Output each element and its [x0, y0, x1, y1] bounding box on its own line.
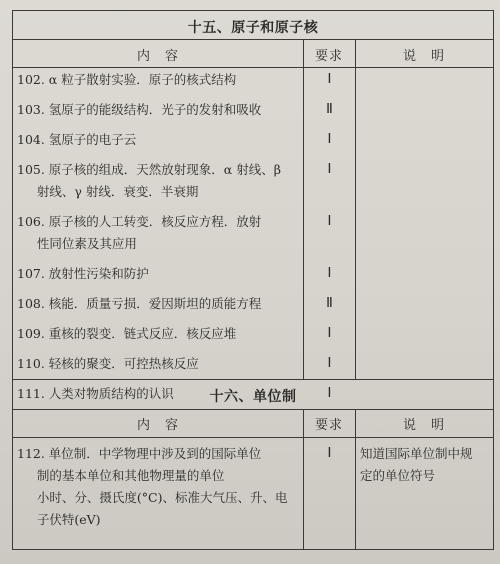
- row-content: 112. 单位制．中学物理中涉及到的国际单位 制的基本单位和其他物理量的单位 小时、分、摄氏度(°C)、标准大气压、升、电 子伏特(eV): [17, 446, 288, 527]
- row-requirement-level: Ⅰ: [327, 386, 332, 401]
- divider: [13, 67, 493, 68]
- row-content: 104. 氢原子的电子云: [17, 132, 137, 147]
- header-level: 要求: [314, 49, 343, 64]
- header-content: 内 容: [136, 418, 179, 433]
- header-note: 说 明: [402, 418, 445, 433]
- row-requirement-level: Ⅰ: [327, 72, 332, 87]
- header-level: 要求: [314, 418, 343, 433]
- row-requirement-level: Ⅰ: [327, 132, 332, 147]
- row-content: 102. α 粒子散射实验．原子的核式结构: [17, 72, 237, 87]
- row-note: 知道国际单位制中规 定的单位符号: [360, 446, 473, 483]
- row-requirement-level: Ⅱ: [326, 296, 333, 311]
- column-divider: [355, 39, 356, 379]
- row-content: 109. 重核的裂变．链式反应．核反应堆: [17, 326, 237, 341]
- row-content: 103. 氢原子的能级结构．光子的发射和吸收: [17, 102, 262, 117]
- header-note: 说 明: [402, 49, 445, 64]
- row-content: 108. 核能．质量亏损．爱因斯坦的质能方程: [17, 296, 262, 311]
- row-content: 111. 人类对物质结构的认识: [17, 386, 174, 401]
- row-requirement-level: Ⅰ: [327, 214, 332, 229]
- column-divider: [355, 409, 356, 549]
- row-requirement-level: Ⅰ: [327, 446, 332, 461]
- row-requirement-level: Ⅰ: [327, 162, 332, 177]
- row-content: 107. 放射性污染和防护: [17, 266, 149, 281]
- header-content: 内 容: [136, 49, 179, 64]
- divider: [13, 409, 493, 410]
- row-content: 106. 原子核的人工转变．核反应方程．放射 性同位素及其应用: [17, 214, 262, 251]
- curriculum-table: [12, 10, 494, 550]
- row-content: 110. 轻核的聚变．可控热核反应: [17, 356, 199, 371]
- section-16-title: 十六、单位制: [209, 389, 297, 405]
- row-requirement-level: Ⅱ: [326, 102, 333, 117]
- column-divider: [303, 409, 304, 549]
- row-requirement-level: Ⅰ: [327, 356, 332, 371]
- row-requirement-level: Ⅰ: [327, 326, 332, 341]
- divider: [13, 39, 493, 40]
- divider: [13, 437, 493, 438]
- row-requirement-level: Ⅰ: [327, 266, 332, 281]
- column-divider: [303, 39, 304, 379]
- section-15-title: 十五、原子和原子核: [187, 20, 319, 36]
- row-content: 105. 原子核的组成．天然放射现象．α 射线、β 射线、γ 射线．衰变．半衰期: [17, 162, 281, 199]
- divider: [13, 379, 493, 380]
